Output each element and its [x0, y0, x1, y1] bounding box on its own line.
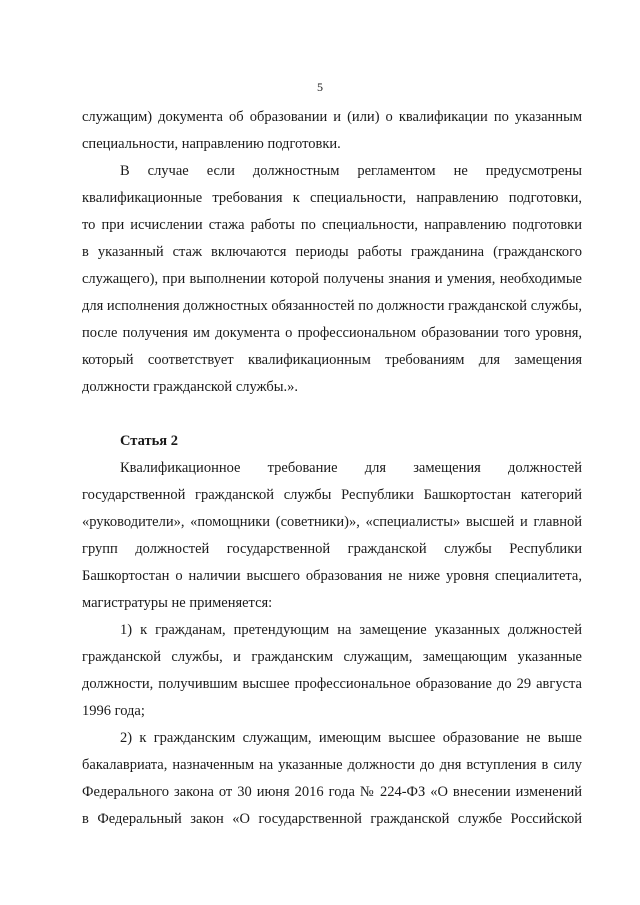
paragraph-qualification: [82, 455, 582, 617]
text-line: в указанный стаж включаются периоды работы гражданина (гражданского: [82, 244, 582, 260]
text-line: для исполнения должностных обязанностей по должности гражданской службы,: [82, 298, 582, 314]
text-line: В случае если должностным регламентом не предусмотрены: [120, 163, 582, 179]
text-line: групп должностей государственной гражданской службы Республики: [82, 541, 582, 557]
article-heading: Статья 2: [120, 433, 178, 449]
text-line: Квалификационное требование для замещения должностей: [120, 460, 582, 476]
text-line: 1) к гражданам, претендующим на замещение указанных должностей: [120, 622, 582, 638]
text-line: 1996 года;: [82, 703, 145, 719]
paragraph-continuation: [82, 104, 582, 158]
text-line: бакалавриата, назначенным на указанные должности до дня вступления в силу: [82, 757, 582, 773]
list-item-1: [82, 617, 582, 725]
text-line: то при исчислении стажа работы по специальности, направлению подготовки: [82, 217, 582, 233]
text-line: «руководители», «помощники (советники)», «специалисты» высшей и главной: [82, 514, 582, 530]
text-line: государственной гражданской службы Республики Башкортостан категорий: [82, 487, 582, 503]
section-spacer: [82, 401, 582, 428]
text-line: который соответствует квалификационным требованиям для замещения: [82, 352, 582, 368]
text-line: Федерального закона от 30 июня 2016 года № 224-ФЗ «О внесении изменений: [82, 784, 582, 800]
text-line: специальности, направлению подготовки.: [82, 136, 341, 152]
text-line: гражданской службы, и гражданским служащим, замещающим указанные: [82, 649, 582, 665]
text-line: должности гражданской службы.».: [82, 379, 298, 395]
list-item-2: [82, 725, 582, 833]
text-line: служащего), при выполнении которой получены знания и умения, необходимые: [82, 271, 582, 287]
paragraph-experience: [82, 158, 582, 401]
document-body: [82, 104, 582, 833]
text-line: магистратуры не применяется:: [82, 595, 273, 611]
text-line: квалификационные требования к специальности, направлению подготовки,: [82, 190, 582, 206]
text-line: Башкортостан о наличии высшего образования не ниже уровня специалитета,: [82, 568, 582, 584]
text-line: должности, получившим высшее профессиональное образование до 29 августа: [82, 676, 582, 692]
text-line: после получения им документа о профессиональном образовании того уровня,: [82, 325, 582, 341]
text-line: в Федеральный закон «О государственной гражданской службе Российской: [82, 811, 582, 827]
page-number: 5: [317, 80, 323, 94]
text-line: служащим) документа об образовании и (или) о квалификации по указанным: [82, 109, 582, 125]
text-line: 2) к гражданским служащим, имеющим высшее образование не выше: [120, 730, 582, 746]
